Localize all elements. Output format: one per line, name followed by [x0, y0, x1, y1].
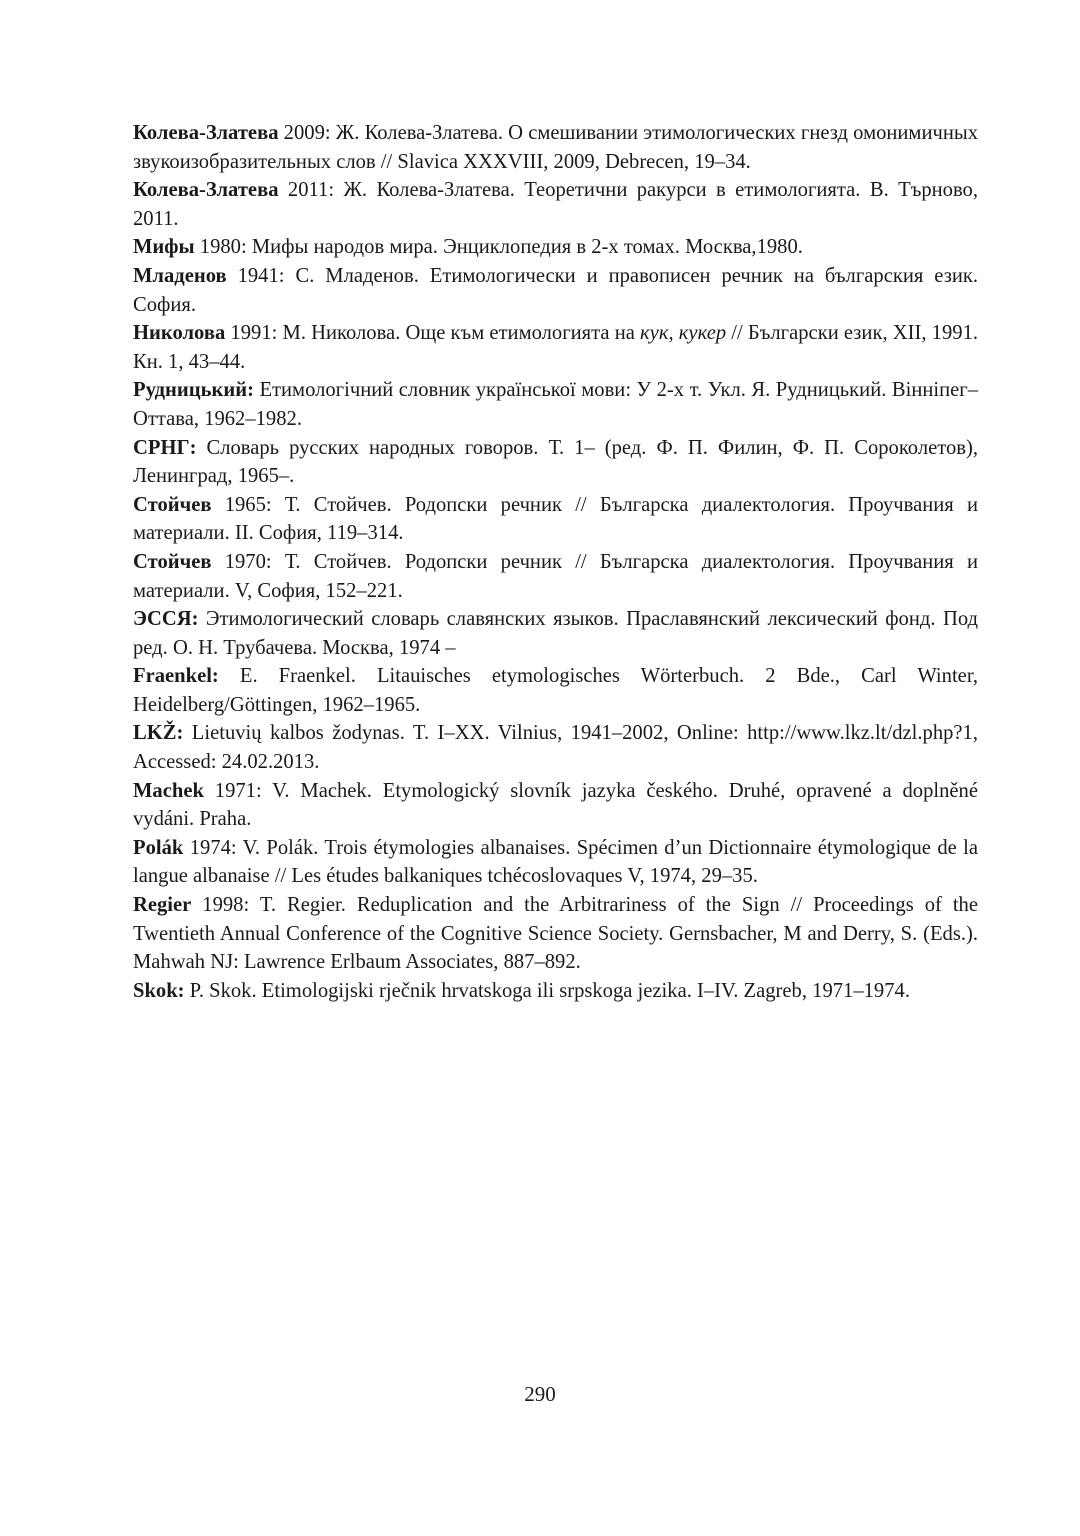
reference-entry	[133, 176, 978, 233]
reference-key: Рудницький:	[133, 379, 254, 402]
page-number: 290	[524, 1382, 556, 1406]
reference-text: Етимологічний словник української мови: У 2-х т. Укл. Я. Рудницький. Вінніпег–Оттава, 1962–1982.	[133, 379, 978, 430]
reference-key: Machek	[133, 779, 204, 802]
reference-text: E. Fraenkel. Litauisches etymologisches Wörterbuch. 2 Bde., Carl Winter, Heidelberg/Göttingen, 1962–1965.	[133, 665, 978, 716]
reference-text: 1941: С. Младенов. Етимологически и правописен речник на българския език. София.	[133, 264, 978, 316]
reference-text: 1970: Т. Стойчев. Родопски речник // Българска диалектология. Проучвания и материали. V, София, 152–221.	[133, 550, 978, 602]
reference-entry	[133, 662, 978, 719]
reference-entry	[133, 434, 978, 491]
reference-text: // Български език, XII, 1991. Кн. 1, 43–44.	[133, 322, 979, 373]
reference-key: Fraenkel:	[133, 665, 219, 688]
reference-entry	[133, 491, 978, 548]
reference-entry	[133, 548, 978, 605]
reference-entry	[133, 891, 978, 977]
reference-key: Regier	[133, 894, 192, 917]
reference-entry	[133, 376, 978, 433]
reference-key: Колева-Златева	[133, 122, 279, 144]
italic-term: кук	[640, 322, 669, 345]
reference-entry	[133, 262, 978, 319]
reference-text: 1974: V. Polák. Trois étymologies albanaises. Spécimen d’un Dictionnaire étymologique de la langue albanaise // Les études balkaniques tchécoslovaques V, 1974, 29–35.	[133, 836, 978, 888]
reference-entry	[133, 977, 978, 1006]
reference-list	[133, 119, 978, 1005]
reference-entry	[133, 119, 978, 176]
reference-key: Стойчев	[133, 550, 212, 573]
reference-text: 1980: Мифы народов мира. Энциклопедия в 2-х томах. Москва,1980.	[194, 236, 803, 259]
reference-text: 1965: Т. Стойчев. Родопски речник // Българска диалектология. Проучвания и материали. II. София, 119–314.	[133, 493, 978, 545]
reference-key: СРНГ:	[133, 436, 197, 459]
reference-key: Младенов	[133, 264, 227, 287]
italic-term: кукер	[678, 322, 727, 345]
reference-key: LKŽ:	[133, 722, 184, 745]
reference-text: 2009: Ж. Колева-Златева. О смешивании этимологических гнезд омонимичных звукоизобразительных слов // Slavica XXXVIII, 2009, Debrecen, 19–34.	[133, 122, 978, 173]
reference-entry	[133, 233, 978, 262]
reference-key: Мифы	[133, 236, 195, 259]
reference-key: Skok:	[133, 979, 185, 1002]
reference-entry	[133, 719, 978, 776]
reference-key: Polák	[133, 836, 184, 859]
reference-key: ЭССЯ:	[133, 608, 199, 631]
reference-text: Lietuvių kalbos žodynas. T. I–XX. Vilnius, 1941–2002, Online: http://www.lkz.lt/dzl.php?1, Accessed: 24.02.2013.	[133, 722, 978, 774]
reference-entry	[133, 605, 978, 662]
reference-entry	[133, 834, 978, 891]
reference-text: P. Skok. Etimologijski rječnik hrvatskoga ili srpskoga jezika. I–IV. Zagreb, 1971–1974.	[184, 979, 910, 1002]
reference-text: Этимологический словарь славянских языков. Праславянский лексический фонд. Под ред. О. Н. Трубачева. Москва, 1974 –	[133, 608, 978, 659]
reference-key: Николова	[133, 322, 226, 345]
reference-entry	[133, 777, 978, 834]
reference-text: 2011: Ж. Колева-Златева. Теоретични ракурси в етимологията. В. Търново, 2011.	[133, 179, 978, 230]
reference-text: ,	[668, 322, 679, 345]
reference-text: 1998: T. Regier. Reduplication and the Arbitrariness of the Sign // Proceedings of the Twentieth Annual Conference of the Cognitive Science Society. Gernsbacher, M and Derry, S. (Eds.). Mahwah NJ: Lawrence Erlbaum Associates, 887–892.	[133, 894, 978, 974]
reference-text: 1971: V. Machek. Etymologický slovník jazyka českého. Druhé, opravené a doplněné vydáni. Praha.	[133, 779, 978, 831]
reference-key: Стойчев	[133, 493, 212, 516]
reference-text: Словарь русских народных говоров. Т. 1– (ред. Ф. П. Филин, Ф. П. Сороколетов), Ленинград, 1965–.	[133, 436, 978, 488]
reference-key: Колева-Златева	[133, 179, 279, 202]
reference-entry	[133, 319, 978, 376]
reference-text: 1991: М. Николова. Още към етимологията на	[225, 322, 641, 345]
